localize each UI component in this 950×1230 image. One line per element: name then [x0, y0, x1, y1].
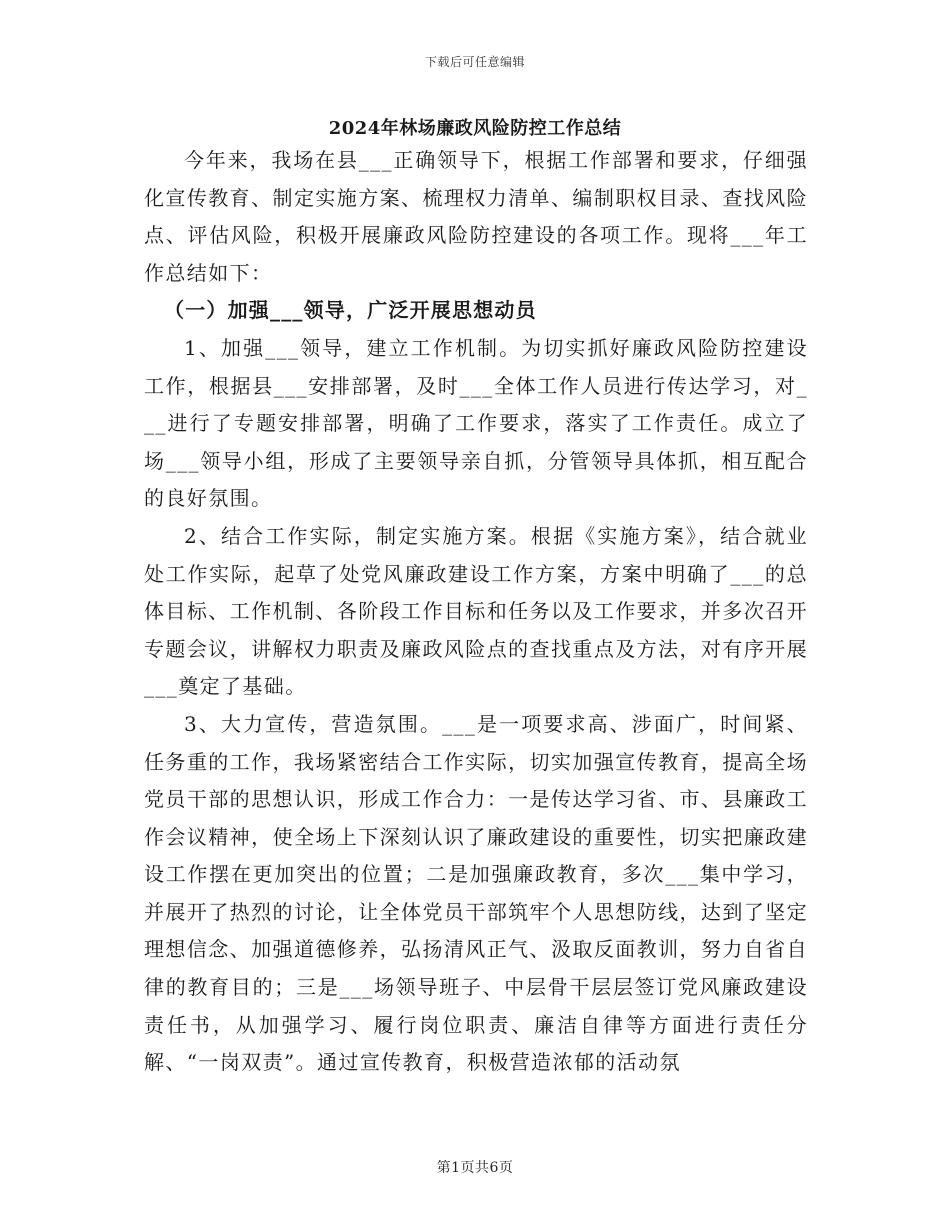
- intro-paragraph: 今年来，我场在县___正确领导下，根据工作部署和要求，仔细强化宣传教育、制定实施方案、梳理权力清单、编制职权目录、查找风险点、评估风险，积极开展廉政风险防控建设的各项工作。现将___年工作总结如下：: [144, 148, 808, 285]
- body-paragraph-1: 1、加强___领导，建立工作机制。为切实抓好廉政风险防控建设工作，根据县___安排部署，及时___全体工作人员进行传达学习，对___进行了专题安排部署，明确了工作要求，落实了工作责任。成立了场___领导小组，形成了主要领导亲自抓，分管领导具体抓，相互配合的良好氛围。: [144, 335, 808, 511]
- body-paragraph-2: 2、结合工作实际，制定实施方案。根据《实施方案》，结合就业处工作实际，起草了处党风廉政建设工作方案，方案中明确了___的总体目标、工作机制、各阶段工作目标和任务以及工作要求，并多次召开专题会议，讲解权力职责及廉政风险点的查找重点及方法，对有序开展___奠定了基础。: [144, 523, 808, 699]
- page-number-footer: 第1页共6页: [436, 1160, 514, 1176]
- body-paragraph-3: 3、大力宣传，营造氛围。___是一项要求高、涉面广，时间紧、任务重的工作，我场紧密结合工作实际，切实加强宣传教育，提高全场党员干部的思想认识，形成工作合力：一是传达学习省、市、县廉政工作会议精神，使全场上下深刻认识了廉政建设的重要性，切实把廉政建设工作摆在更加突出的位置；二是加强廉政教育，多次___集中学习，并展开了热烈的讨论，让全体党员干部筑牢个人思想防线，达到了坚定理想信念、加强道德修养，弘扬清风正气、汲取反面教训，努力自省自律的教育目的；三是___场领导班子、中层骨干层层签订党风廉政建设责任书，从加强学习、履行岗位职责、廉洁自律等方面进行责任分解、“一岗双责”。通过宣传教育，积极营造浓郁的活动氛: [144, 711, 808, 1075]
- section-heading: （一）加强___领导，广泛开展思想动员: [164, 298, 537, 323]
- document-body: [144, 142, 808, 1082]
- page-header-note: 下载后可任意编辑: [424, 55, 525, 69]
- document-title: 2024年林场廉政风险防控工作总结: [328, 118, 622, 139]
